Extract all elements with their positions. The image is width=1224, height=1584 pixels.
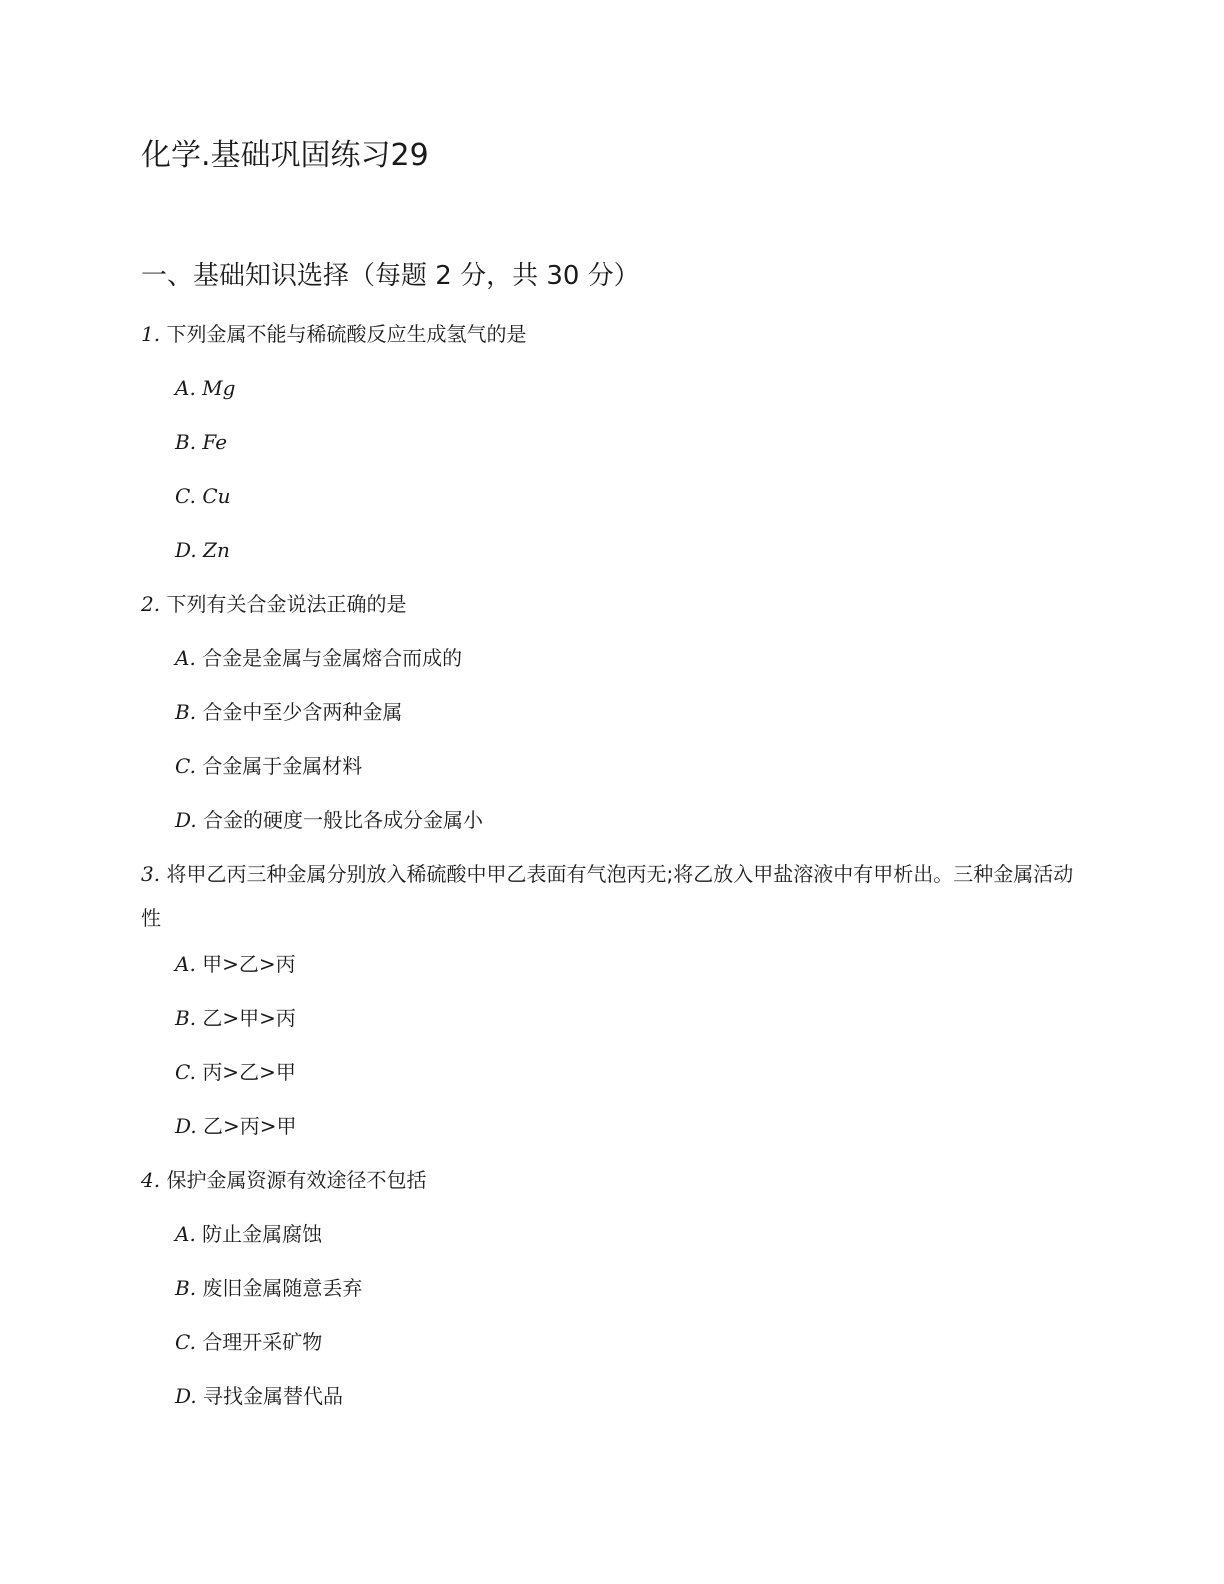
option-letter: C. [175, 1330, 196, 1354]
option-4d [175, 1381, 343, 1411]
option-text: Mg [202, 376, 236, 400]
option-text: 防止金属腐蚀 [202, 1222, 323, 1246]
option-3c [175, 1057, 296, 1087]
option-letter: C. [175, 754, 196, 778]
question-4 [141, 1158, 1081, 1202]
option-letter: B. [175, 1006, 197, 1030]
option-letter: D. [175, 1384, 197, 1408]
option-1a [175, 373, 235, 403]
question-text: 下列有关合金说法正确的是 [166, 592, 407, 616]
option-4c [175, 1327, 322, 1357]
option-letter: A. [175, 952, 196, 976]
option-text: 寻找金属替代品 [203, 1384, 344, 1408]
option-letter: D. [175, 538, 197, 562]
option-3d [175, 1111, 297, 1141]
option-letter: D. [175, 808, 197, 832]
option-letter: A. [175, 376, 196, 400]
option-text: Zn [203, 538, 230, 562]
option-text: 合金中至少含两种金属 [202, 700, 403, 724]
question-number: 4. [141, 1168, 161, 1192]
option-letter: B. [175, 1276, 197, 1300]
question-text: 将甲乙丙三种金属分别放入稀硫酸中甲乙表面有气泡丙无;将乙放入甲盐溶液中有甲析出。三种金属活动性 [141, 862, 1074, 930]
option-text: 乙>丙>甲 [203, 1114, 297, 1138]
option-2d [175, 805, 483, 835]
option-text: 合金属于金属材料 [202, 754, 363, 778]
question-text: 保护金属资源有效途径不包括 [166, 1168, 427, 1192]
option-letter: C. [175, 484, 196, 508]
option-4a [175, 1219, 322, 1249]
option-text: 废旧金属随意丢弃 [202, 1276, 363, 1300]
option-4b [175, 1273, 362, 1303]
option-3a [175, 949, 296, 979]
question-1 [141, 312, 1081, 356]
question-number: 3. [141, 862, 161, 886]
question-text: 下列金属不能与稀硫酸反应生成氢气的是 [166, 322, 527, 346]
option-letter: A. [175, 1222, 196, 1246]
option-2a [175, 643, 462, 673]
option-1c [175, 481, 231, 511]
question-3 [141, 852, 1081, 940]
option-letter: D. [175, 1114, 197, 1138]
option-text: 合理开采矿物 [202, 1330, 323, 1354]
option-1d [175, 535, 230, 565]
option-2c [175, 751, 362, 781]
document-title: 化学.基础巩固练习29 [141, 138, 429, 173]
option-text: Cu [202, 484, 231, 508]
section-heading: 一、基础知识选择（每题 2 分，共 30 分） [141, 261, 640, 291]
question-2 [141, 582, 1081, 626]
option-text: 乙>甲>丙 [202, 1006, 296, 1030]
option-text: 合金是金属与金属熔合而成的 [202, 646, 463, 670]
option-text: 丙>乙>甲 [202, 1060, 296, 1084]
option-letter: C. [175, 1060, 196, 1084]
option-letter: B. [175, 700, 197, 724]
option-letter: B. [175, 430, 197, 454]
option-text: 甲>乙>丙 [202, 952, 296, 976]
option-1b [175, 427, 227, 457]
option-letter: A. [175, 646, 196, 670]
question-number: 1. [141, 322, 161, 346]
option-text: 合金的硬度一般比各成分金属小 [203, 808, 484, 832]
option-text: Fe [202, 430, 228, 454]
question-number: 2. [141, 592, 161, 616]
option-3b [175, 1003, 296, 1033]
option-2b [175, 697, 402, 727]
